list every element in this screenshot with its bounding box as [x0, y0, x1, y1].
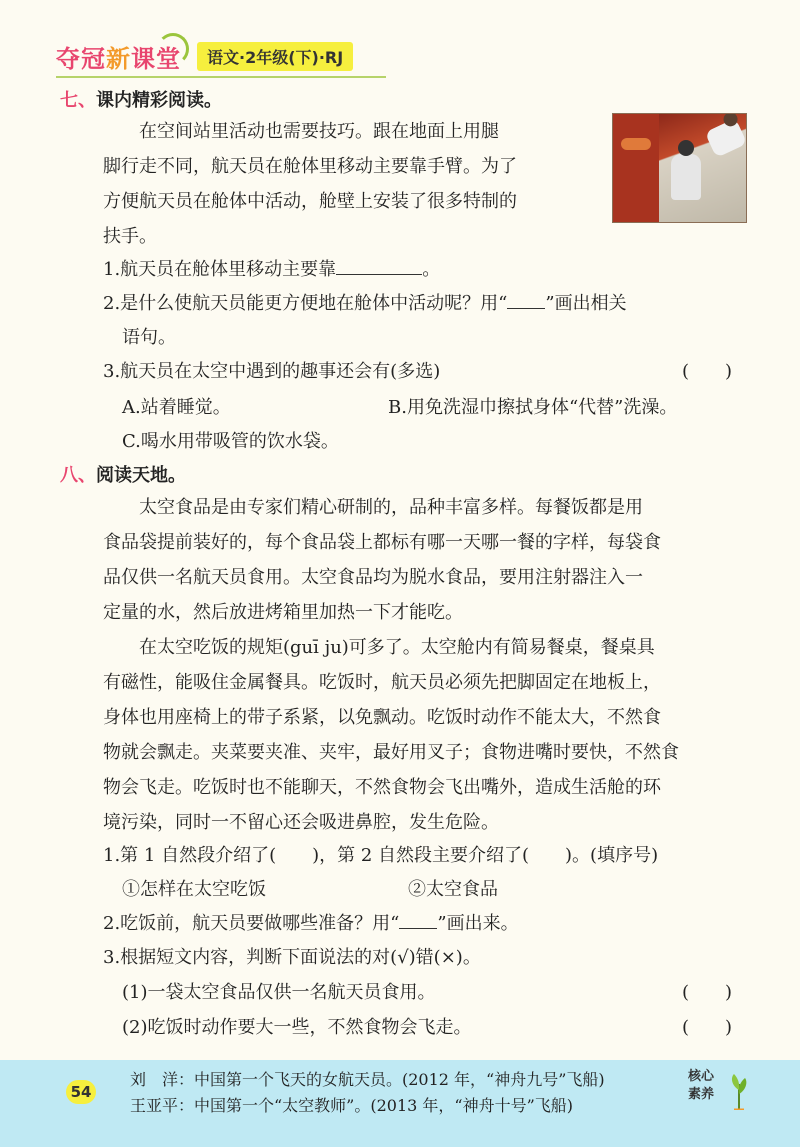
passage-line: 方便航天员在舱体中活动，舱壁上安装了很多特制的: [103, 191, 517, 212]
passage-line: 身体也用座椅上的带子系紧，以免飘动。吃饭时动作不能太大，不然食: [103, 707, 661, 728]
s7-question-3: 3.航天员在太空中遇到的趣事还会有(多选): [103, 361, 441, 382]
passage-line: 脚行走不同，航天员在舱体里移动主要靠手臂。为了: [103, 156, 517, 177]
passage-line: 物会飞走。吃饭时也不能聊天，不然食物会飞出嘴外，造成生活舱的环: [103, 777, 661, 798]
section-8-para-1: [103, 490, 753, 630]
brand-accent: 新: [106, 44, 131, 73]
photo-handrail: [621, 138, 651, 150]
s8-question-3: 3.根据短文内容，判断下面说法的对(√)错(×)。: [103, 947, 481, 968]
section-8-para-2: [103, 630, 753, 840]
subject-tag: 语文·2年级(下)·RJ: [197, 42, 353, 71]
passage-line: 在空间站里活动也需要技巧。跟在地面上用腿: [139, 121, 499, 142]
passage-line: 在太空吃饭的规矩(guī ju)可多了。太空舱内有简易餐桌，餐桌具: [139, 637, 655, 658]
passage-line: 太空食品是由专家们精心研制的，品种丰富多样。每餐饭都是用: [139, 497, 643, 518]
section-7-title: [60, 86, 222, 112]
s8-q2-text-b: ”画出来。: [437, 913, 519, 934]
section-8-number: 八、: [60, 465, 96, 486]
section-8-title: [60, 461, 186, 487]
brand-suffix: 课堂: [131, 44, 181, 73]
s7-q1-end: 。: [422, 259, 441, 280]
badge-line-2: 素养: [688, 1087, 715, 1102]
s8-question-1: 1.第 1 自然段介绍了( )，第 2 自然段主要介绍了( )。(填序号): [103, 845, 659, 866]
astronaut-photo: [612, 113, 747, 223]
passage-line: 扶手。: [103, 226, 157, 247]
passage-line: 品仅供一名航天员食用。太空食品均为脱水食品，要用注射器注入一: [103, 567, 643, 588]
passage-line: 境污染，同时一不留心还会吸进鼻腔，发生危险。: [103, 812, 499, 833]
s8-q1-option-2: ②太空食品: [408, 879, 498, 900]
s7-q2-continued: 语句。: [122, 327, 176, 348]
photo-wall-panel: [613, 114, 659, 222]
passage-line: 定量的水，然后放进烤箱里加热一下才能吃。: [103, 602, 463, 623]
answer-paren[interactable]: ( ): [682, 1017, 733, 1038]
page-number: 54: [66, 1080, 96, 1104]
s7-q1-text: 1.航天员在舱体里移动主要靠: [103, 259, 337, 280]
underline-sample: [399, 928, 437, 929]
s8-q3-item-2: (2)吃饭时动作要大一些，不然食物会飞走。: [122, 1017, 472, 1038]
header-divider: [56, 76, 386, 78]
answer-paren[interactable]: ( ): [682, 361, 733, 382]
passage-line: 食品袋提前装好的，每个食品袋上都标有哪一天哪一餐的字样，每袋食: [103, 532, 661, 553]
s7-question-1: [103, 252, 753, 287]
answer-paren[interactable]: ( ): [682, 982, 733, 1003]
photo-astronaut-seated: [671, 154, 701, 200]
s7-option-a: A.站着睡觉。: [122, 397, 231, 418]
brand-arc-decoration: [157, 33, 189, 65]
passage-line: 物就会飘走。夹菜要夹准、夹牢，最好用叉子；食物进嘴时要快，不然食: [103, 742, 679, 763]
section-7-number: 七、: [60, 90, 96, 111]
photo-astronaut-floating: [705, 118, 747, 158]
answer-blank[interactable]: [336, 274, 422, 275]
section-7-heading: 课内精彩阅读。: [96, 90, 222, 111]
s7-option-c: C.喝水用带吸管的饮水袋。: [122, 431, 339, 452]
footer-fact-1: 刘 洋：中国第一个飞天的女航天员。(2012 年，“神舟九号”飞船): [130, 1070, 605, 1089]
passage-line: 有磁性，能吸住金属餐具。吃饭时，航天员必须先把脚固定在地板上，: [103, 672, 661, 693]
s7-q2-text: 2.是什么使航天员能更方便地在舱体中活动呢？用“: [103, 293, 508, 314]
s7-option-b: B.用免洗湿巾擦拭身体“代替”洗澡。: [388, 397, 678, 418]
sprout-icon: [728, 1070, 750, 1110]
brand-logo: [56, 39, 181, 74]
s7-q2-text-b: ”画出相关: [545, 293, 627, 314]
s7-question-2: [103, 286, 753, 321]
s8-question-2: [103, 906, 753, 941]
brand-prefix: 夺冠: [56, 44, 106, 73]
s8-q3-item-1: (1)一袋太空食品仅供一名航天员食用。: [122, 982, 436, 1003]
footer-fact-2: 王亚平：中国第一个“太空教师”。(2013 年，“神舟十号”飞船): [130, 1096, 574, 1115]
s8-q2-text: 2.吃饭前，航天员要做哪些准备？用“: [103, 913, 400, 934]
s8-q1-option-1: ①怎样在太空吃饭: [122, 879, 266, 900]
badge-line-1: 核心: [688, 1069, 715, 1084]
page-header: [56, 38, 353, 74]
section-7-passage: [103, 114, 603, 254]
underline-sample: [507, 308, 545, 309]
section-8-heading: 阅读天地。: [96, 465, 186, 486]
